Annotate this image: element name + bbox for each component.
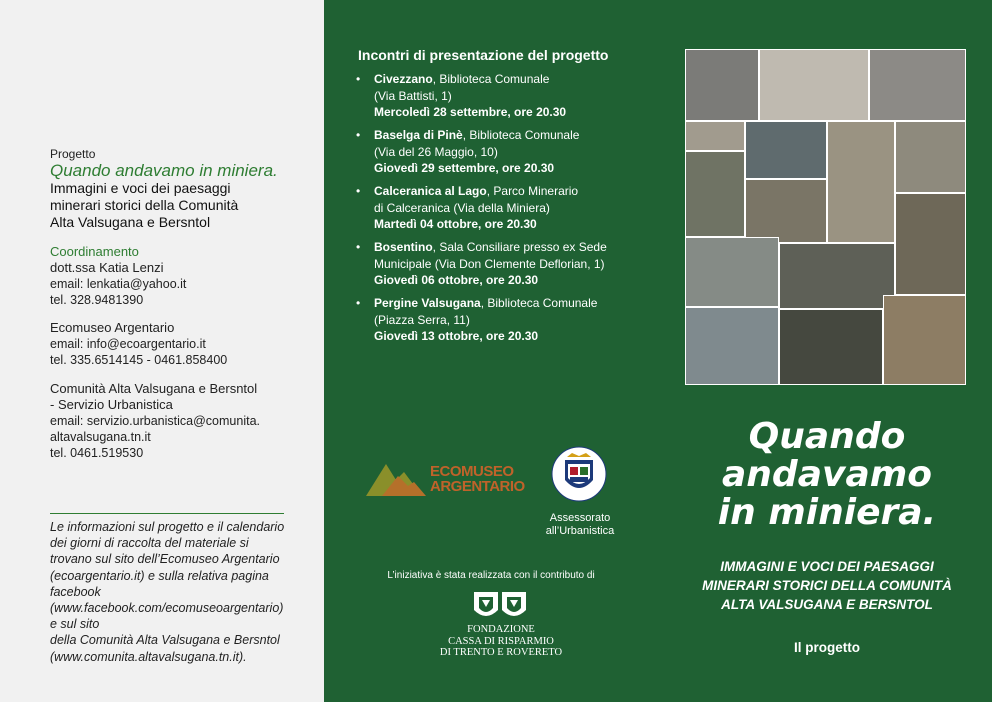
event-item: • Pergine Valsugana, Biblioteca Comunale (Piazza Serra, 11) Giovedì 13 ottobre, ore 20.30 bbox=[356, 296, 598, 343]
photo bbox=[759, 49, 869, 121]
ecomuseo-contact bbox=[50, 320, 320, 368]
event-item: • Baselga di Pinè, Biblioteca Comunale (Via del 26 Maggio, 10) Giovedì 29 settembre, ore 20.30 bbox=[356, 128, 580, 175]
com-tel: tel. 0461.519530 bbox=[50, 446, 144, 460]
coord-name: dott.ssa Katia Lenzi bbox=[50, 260, 164, 275]
photo bbox=[685, 151, 745, 237]
main-subtitle: IMMAGINI E VOCI DEI PAESAGGI MINERARI STORICI DELLA COMUNITÀ ALTA VALSUGANA E BERSNTOL bbox=[702, 559, 952, 612]
photo bbox=[779, 309, 883, 385]
photo bbox=[883, 295, 966, 385]
footer-label: Il progetto bbox=[794, 640, 860, 655]
com-service: - Servizio Urbanistica bbox=[50, 397, 173, 412]
bullet-icon: • bbox=[356, 240, 361, 254]
assessorato-label: Assessorato all’Urbanistica bbox=[545, 512, 615, 537]
photo bbox=[745, 179, 827, 243]
photo bbox=[745, 121, 827, 179]
coordination-block bbox=[50, 244, 320, 308]
comunita-site-link[interactable]: (www.comunita.altavalsugana.tn.it). bbox=[50, 649, 247, 664]
main-title: Quando andavamo in miniera. bbox=[717, 416, 937, 533]
bullet-icon: • bbox=[356, 296, 361, 310]
coord-label: Coordinamento bbox=[50, 244, 139, 259]
fondazione-logo: FONDAZIONE CASSA DI RISPARMIO DI TRENTO E ROVERETO bbox=[424, 590, 578, 660]
com-name: Comunità Alta Valsugana e Bersntol bbox=[50, 381, 258, 396]
event-item: • Bosentino, Sala Consiliare presso ex Sede Municipale (Via Don Clemente Deflorian, 1) Giovedì 06 ottobre, ore 20.30 bbox=[356, 240, 607, 287]
eco-email[interactable]: email: info@ecoargentario.it bbox=[50, 337, 206, 351]
photo bbox=[685, 307, 779, 385]
com-email-1[interactable]: email: servizio.urbanistica@comunita. bbox=[50, 414, 260, 428]
event-item: • Civezzano, Biblioteca Comunale (Via Battisti, 1) Mercoledì 28 settembre, ore 20.30 bbox=[356, 72, 567, 119]
facebook-link[interactable]: (www.facebook.com/ecomuseoargentario) bbox=[50, 601, 284, 616]
eco-tel: tel. 335.6514145 - 0461.858400 bbox=[50, 353, 228, 367]
photo bbox=[869, 49, 966, 121]
comunita-contact bbox=[50, 381, 320, 461]
photo bbox=[827, 121, 895, 243]
middle-panel bbox=[324, 0, 662, 702]
event-item: • Calceranica al Lago, Parco Minerario di Calceranica (Via della Miniera) Martedì 04 ottobre, ore 20.30 bbox=[356, 184, 579, 231]
photo bbox=[685, 49, 759, 121]
info-note: Le informazioni sul progetto e il calendario dei giorni di raccolta del materiale si trovano sul sito dell’Ecomuseo Argentario (ecoargentario.it) e sulla relativa pagina facebook (www.facebook.com/ecomuseoargentario) e sul sito della Comunità Alta Valsugana e Bersntol (www.comunita.altavalsugana.tn.it). bbox=[50, 519, 320, 665]
photo bbox=[895, 193, 966, 295]
project-title: Quando andavamo in miniera. bbox=[50, 161, 278, 180]
photo bbox=[685, 121, 745, 151]
coord-email[interactable]: email: lenkatia@yahoo.it bbox=[50, 277, 187, 291]
photo bbox=[779, 243, 895, 309]
ecomuseo-logo: ECOMUSEO ARGENTARIO bbox=[364, 452, 504, 502]
coord-tel: tel. 328.9481390 bbox=[50, 293, 144, 307]
photo bbox=[895, 121, 966, 193]
bullet-icon: • bbox=[356, 128, 361, 142]
right-panel bbox=[662, 0, 992, 702]
events-heading: Incontri di presentazione del progetto bbox=[358, 47, 609, 63]
com-email-2[interactable]: altavalsugana.tn.it bbox=[50, 430, 151, 444]
photo bbox=[685, 237, 779, 307]
photo-collage bbox=[685, 49, 966, 385]
divider bbox=[50, 513, 284, 514]
comunita-crest-icon bbox=[548, 440, 610, 508]
project-label: Progetto bbox=[50, 147, 96, 161]
left-panel bbox=[0, 0, 324, 702]
contribution-text: L’iniziativa è stata realizzata con il contributo di bbox=[387, 570, 595, 581]
bullet-icon: • bbox=[356, 184, 361, 198]
project-subtitle: Immagini e voci dei paesaggi minerari storici della Comunità Alta Valsugana e Bersntol bbox=[50, 180, 239, 230]
bullet-icon: • bbox=[356, 72, 361, 86]
eco-name: Ecomuseo Argentario bbox=[50, 320, 175, 335]
